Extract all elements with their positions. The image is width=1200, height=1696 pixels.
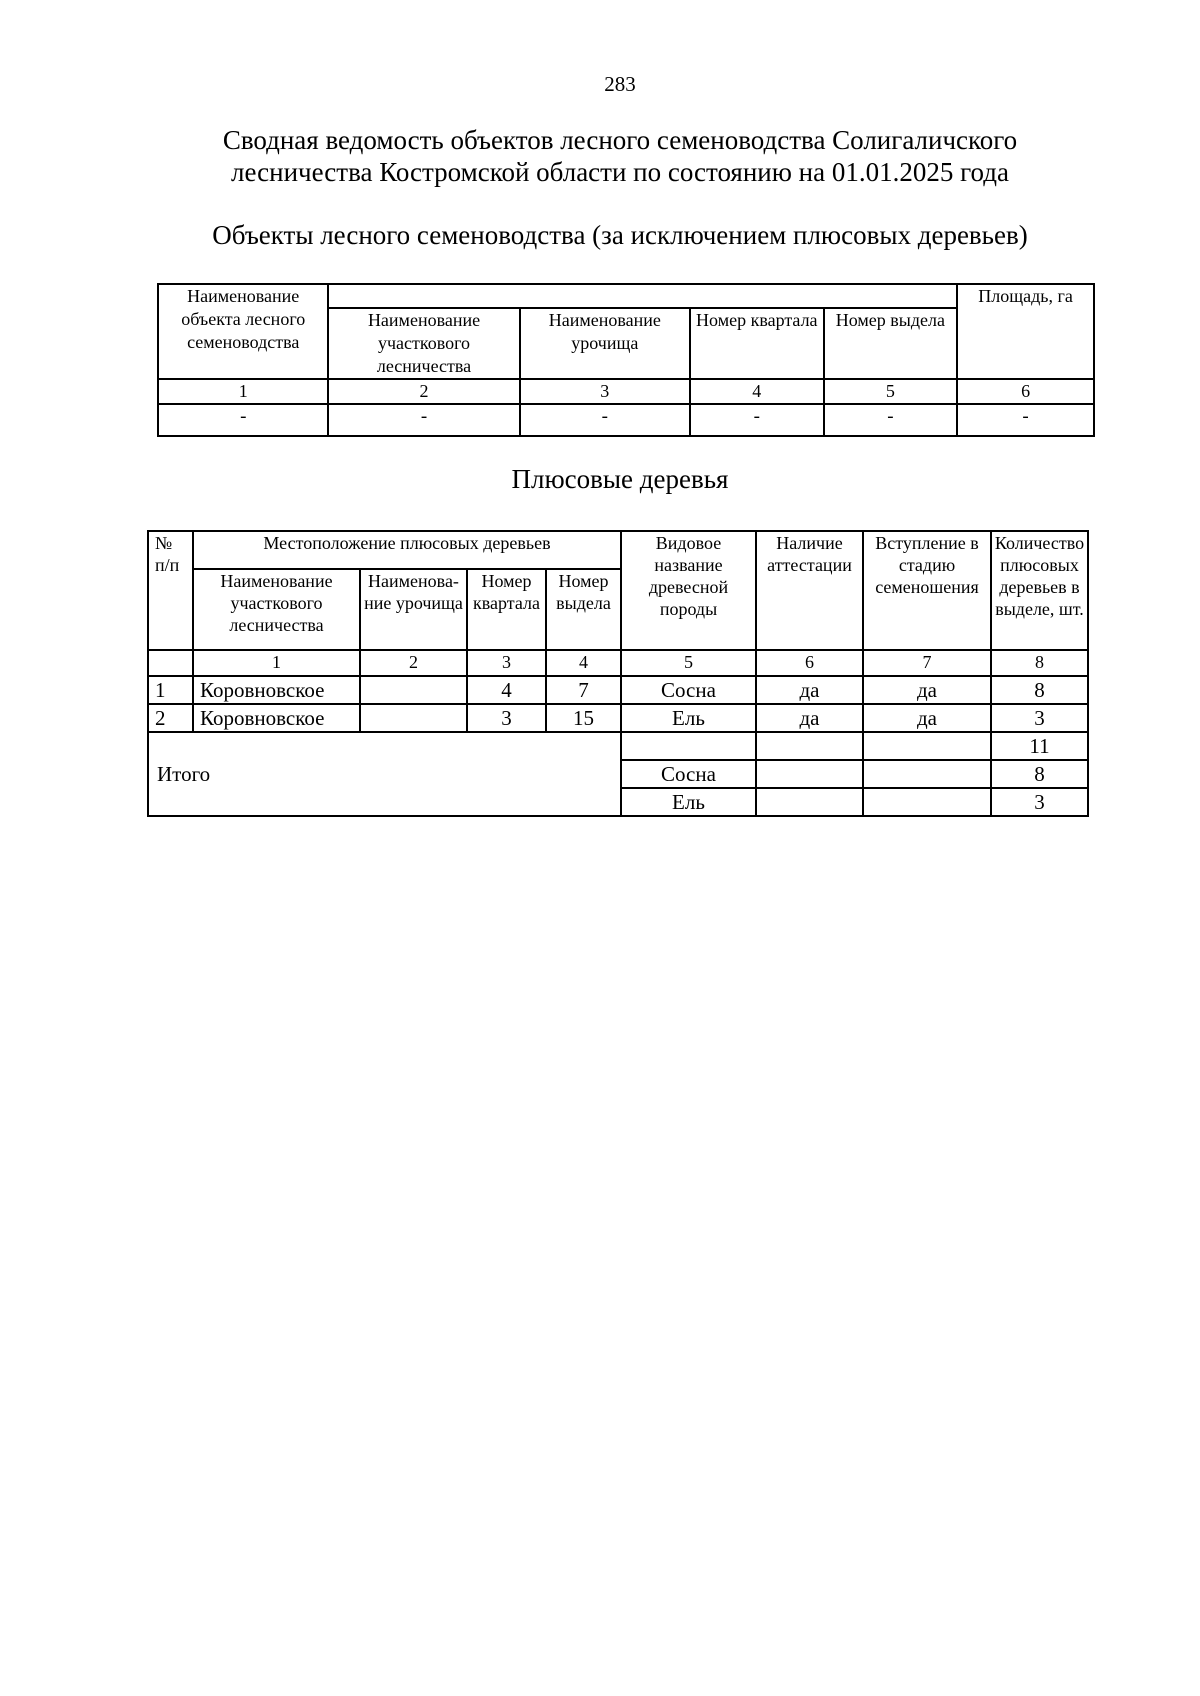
column-number: 6 [756,650,863,676]
table-cell: - [520,404,690,436]
column-number: 5 [824,379,958,404]
column-number: 1 [193,650,360,676]
seed-stage-cell: да [863,704,991,732]
header-count: Количество плюсовых деревьев в выделе, шт. [991,531,1088,650]
table-cell: - [158,404,328,436]
column-number: 8 [991,650,1088,676]
total-count-cell: 3 [991,788,1088,816]
header-tract: Наименование урочища [520,308,690,379]
quarter-cell: 3 [467,704,546,732]
column-number: 2 [328,379,519,404]
header-quarter: Номер квартала [467,569,546,650]
header-district: Наименование участкового лесничества [193,569,360,650]
attestation-cell: да [756,676,863,704]
table-header-row [158,284,1094,308]
count-cell: 8 [991,676,1088,704]
total-empty-cell [863,732,991,760]
column-number-row [148,650,1088,676]
total-row [148,732,1088,760]
plus-trees-table [147,530,1089,817]
column-number-row [158,379,1094,404]
header-tract: Наименова- ние урочища [360,569,467,650]
table-cell: - [824,404,958,436]
header-species: Видовое название древесной породы [621,531,756,650]
column-number: 1 [158,379,328,404]
section2-title: Плюсовые деревья [511,464,729,494]
total-label: Итого [148,732,621,816]
header-district: Наименование участкового лесничества [328,308,519,379]
header-number: № п/п [148,531,193,650]
table-row [158,404,1094,436]
total-empty-cell [863,788,991,816]
table-row [148,704,1088,732]
header-attestation: Наличие аттестации [756,531,863,650]
total-species-cell [621,732,756,760]
row-number: 1 [148,676,193,704]
allotment-cell: 7 [546,676,621,704]
tract-cell [360,676,467,704]
column-number: 3 [520,379,690,404]
row-number: 2 [148,704,193,732]
column-number-empty [148,650,193,676]
tract-cell [360,704,467,732]
total-empty-cell [863,760,991,788]
document-title [140,124,1100,188]
district-cell: Коровновское [193,676,360,704]
seed-stage-cell: да [863,676,991,704]
total-count-cell: 8 [991,760,1088,788]
table-cell: - [328,404,519,436]
total-empty-cell [756,732,863,760]
total-empty-cell [756,788,863,816]
table-header-row [148,531,1088,569]
header-object-name: Наименование объекта лесного семеноводства [158,284,328,379]
page-number: 283 [604,72,636,96]
district-cell: Коровновское [193,704,360,732]
column-number: 4 [546,650,621,676]
header-location-empty [328,284,957,308]
total-count-cell: 11 [991,732,1088,760]
document-title-line-2: лесничества Костромской области по состоянию на 01.01.2025 года [231,157,1009,187]
table-cell: - [690,404,824,436]
total-species-cell: Ель [621,788,756,816]
section1-title: Объекты лесного семеноводства (за исключением плюсовых деревьев) [212,220,1028,250]
header-quarter: Номер квартала [690,308,824,379]
column-number: 3 [467,650,546,676]
column-number: 4 [690,379,824,404]
quarter-cell: 4 [467,676,546,704]
attestation-cell: да [756,704,863,732]
column-number: 6 [957,379,1094,404]
species-cell: Сосна [621,676,756,704]
header-allotment: Номер выдела [546,569,621,650]
header-location: Местоположение плюсовых деревьев [193,531,621,569]
column-number: 7 [863,650,991,676]
allotment-cell: 15 [546,704,621,732]
header-allotment: Номер выдела [824,308,958,379]
column-number: 5 [621,650,756,676]
document-title-line-1: Сводная ведомость объектов лесного семеноводства Солигаличского [222,125,1018,155]
total-species-cell: Сосна [621,760,756,788]
table-row [148,676,1088,704]
count-cell: 3 [991,704,1088,732]
header-area: Площадь, га [957,284,1094,379]
seed-objects-table [157,283,1095,437]
table-cell: - [957,404,1094,436]
column-number: 2 [360,650,467,676]
species-cell: Ель [621,704,756,732]
header-seed-stage: Вступление в стадию семеношения [863,531,991,650]
total-empty-cell [756,760,863,788]
